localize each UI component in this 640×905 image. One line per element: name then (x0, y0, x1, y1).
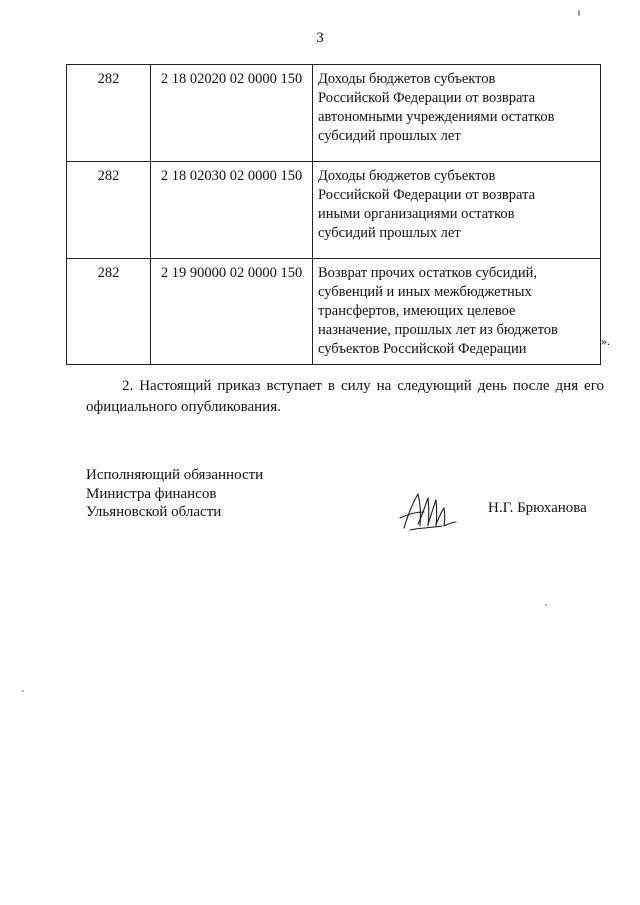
income-name-cell (313, 162, 601, 259)
position-line: Ульяновской области (86, 504, 222, 520)
income-name-line: автономными учреждениями остатков (318, 109, 555, 125)
scan-speck (578, 10, 580, 16)
income-name-line: субвенций и иных межбюджетных (318, 284, 532, 300)
table-row (67, 259, 601, 365)
income-name-line: субсидий прошлых лет (318, 225, 461, 241)
scan-speck (545, 604, 547, 606)
income-name-line: Доходы бюджетов субъектов (318, 168, 496, 184)
budget-code-cell: 2 19 90000 02 0000 150 (151, 259, 313, 365)
admin-code-cell: 282 (67, 162, 151, 259)
admin-code-cell: 282 (67, 65, 151, 162)
income-name-line: иными организациями остатков (318, 206, 515, 222)
effective-date-paragraph: 2. Настоящий приказ вступает в силу на следующий день после дня его официального опубликования. (86, 378, 604, 415)
income-name-cell (313, 259, 601, 365)
position-line: Исполняющий обязанности (86, 467, 264, 483)
budget-code-cell: 2 18 02020 02 0000 150 (151, 65, 313, 162)
admin-code-cell: 282 (67, 259, 151, 365)
closing-quote-mark: ». (601, 334, 610, 348)
scan-speck (22, 690, 24, 692)
table-row (67, 65, 601, 162)
table-row (67, 162, 601, 259)
income-name-line: назначение, прошлых лет из бюджетов (318, 322, 558, 338)
budget-codes-table (66, 64, 601, 365)
income-name-line: субъектов Российской Федерации (318, 341, 527, 357)
signatory-position (86, 466, 263, 522)
income-name-line: трансфертов, имеющих целевое (318, 303, 516, 319)
income-name-cell (313, 65, 601, 162)
position-line: Министра финансов (86, 485, 217, 502)
handwritten-signature (398, 488, 460, 534)
income-name-line: Возврат прочих остатков субсидий, (318, 265, 537, 281)
budget-code-cell: 2 18 02030 02 0000 150 (151, 162, 313, 259)
page-number: 3 (316, 30, 324, 46)
signatory-name: Н.Г. Брюханова (488, 500, 587, 516)
income-name-line: Российской Федерации от возврата (318, 90, 536, 106)
income-name-line: субсидий прошлых лет (318, 128, 461, 144)
income-name-line: Российской Федерации от возврата (318, 187, 536, 203)
income-name-line: Доходы бюджетов субъектов (318, 71, 496, 87)
